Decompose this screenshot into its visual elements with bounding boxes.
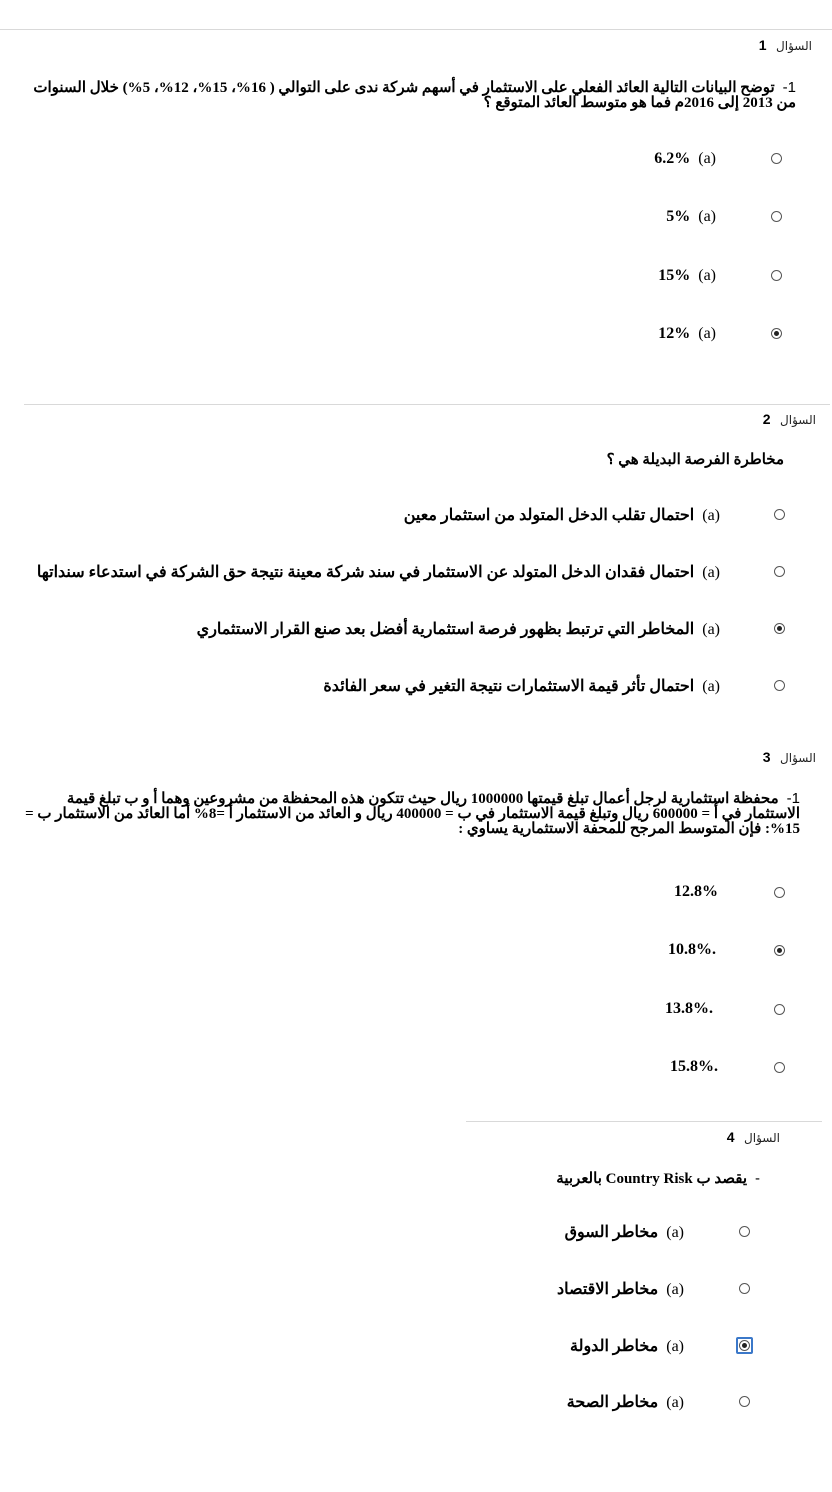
question-1-text: [16, 80, 796, 111]
q3-option-2-radio[interactable]: [774, 945, 785, 956]
q4-option-3-radio[interactable]: [739, 1340, 750, 1351]
q4-option-2-label: (a) مخاطر الاقتصاد: [556, 1281, 684, 1298]
q3-option-4-radio[interactable]: [774, 1062, 785, 1073]
q2-option-3-radio[interactable]: [774, 623, 785, 634]
q1-option-4-label: (a) 12%: [658, 325, 716, 342]
q2-option-3-label: (a) المخاطر التي ترتبط بظهور فرصة استثمارية أفضل بعد صنع القرار الاستثماري: [196, 621, 720, 638]
q1-option-2-radio[interactable]: [771, 211, 782, 222]
q1-option-4-radio[interactable]: [771, 328, 782, 339]
q2-option-2-radio[interactable]: [774, 566, 785, 577]
question-prefix: 1-: [782, 79, 796, 96]
q4-option-3-label: (a) مخاطر الدولة: [570, 1338, 684, 1355]
question-4-header: السؤال 4: [726, 1129, 780, 1145]
question-3-text: 1-محفظة استثمارية لرجل أعمال تبلغ قيمتها 1000000 ريال حيث تتكون هذه المحفظة من مشروعين وهما أ و ب تبلغ قيمة الاستثمار في أ = 600000 ريال وتبلغ قيمة الاستثمار في ب = 400000 ريال و العائد من الاستثمار أ =8% أما العائد من الاستثمار ب = 15%: فإن المتوسط المرجح للمحفة الاستثمارية يساوي :: [25, 790, 800, 837]
q3-option-2-label: .10.8%: [668, 941, 716, 958]
q4-option-1-radio[interactable]: [739, 1226, 750, 1237]
q1-option-1-radio[interactable]: [771, 153, 782, 164]
divider-q2: [24, 404, 830, 405]
q2-option-1-radio[interactable]: [774, 509, 785, 520]
q2-option-2-label: (a) احتمال فقدان الدخل المتولد عن الاستثمار في سند شركة معينة نتيجة حق الشركة في استدعاء سنداتها: [36, 564, 720, 581]
q1-option-2-label: (a) 5%: [666, 208, 716, 225]
q1-option-3-label: (a) 15%: [658, 267, 716, 284]
top-divider: [0, 29, 832, 30]
q2-option-1-label: (a) احتمال تقلب الدخل المتولد من استثمار معين: [403, 507, 720, 524]
q3-option-1-label: 12.8%: [674, 883, 718, 900]
q4-option-4-radio[interactable]: [739, 1396, 750, 1407]
q3-option-4-label: .15.8%: [670, 1058, 718, 1075]
question-1-header: [759, 37, 812, 55]
divider-q4: [466, 1121, 822, 1122]
q1-option-1-label: (a) 6.2%: [654, 150, 716, 167]
q4-option-1-label: (a) مخاطر السوق: [564, 1224, 684, 1241]
q4-option-2-radio[interactable]: [739, 1283, 750, 1294]
q3-option-3-radio[interactable]: [774, 1004, 785, 1015]
question-number: 1: [758, 37, 767, 53]
q3-option-3-label: .13.8%: [665, 1000, 713, 1017]
q1-option-3-radio[interactable]: [771, 270, 782, 281]
question-label: السؤال: [776, 39, 812, 53]
q4-option-4-label: (a) مخاطر الصحة: [566, 1394, 684, 1411]
q3-option-1-radio[interactable]: [774, 887, 785, 898]
q2-option-4-label: (a) احتمال تأثر قيمة الاستثمارات نتيجة التغير في سعر الفائدة: [323, 678, 720, 695]
question-4-text: -يقصد ب Country Risk بالعربية: [556, 1170, 760, 1187]
question-2-header: السؤال 2: [762, 411, 816, 427]
q2-option-4-radio[interactable]: [774, 680, 785, 691]
question-2-text: مخاطرة الفرصة البديلة هي ؟: [606, 452, 784, 468]
question-body: توضح البيانات التالية العائد الفعلي على الاستثمار في أسهم شركة ندى على التوالي ( 16%، 15%، 12%، 5%) خلال السنوات من 2013 إلى 2016م فما هو متوسط العائد المتوقع ؟: [33, 80, 796, 111]
question-3-header: السؤال 3: [762, 749, 816, 765]
